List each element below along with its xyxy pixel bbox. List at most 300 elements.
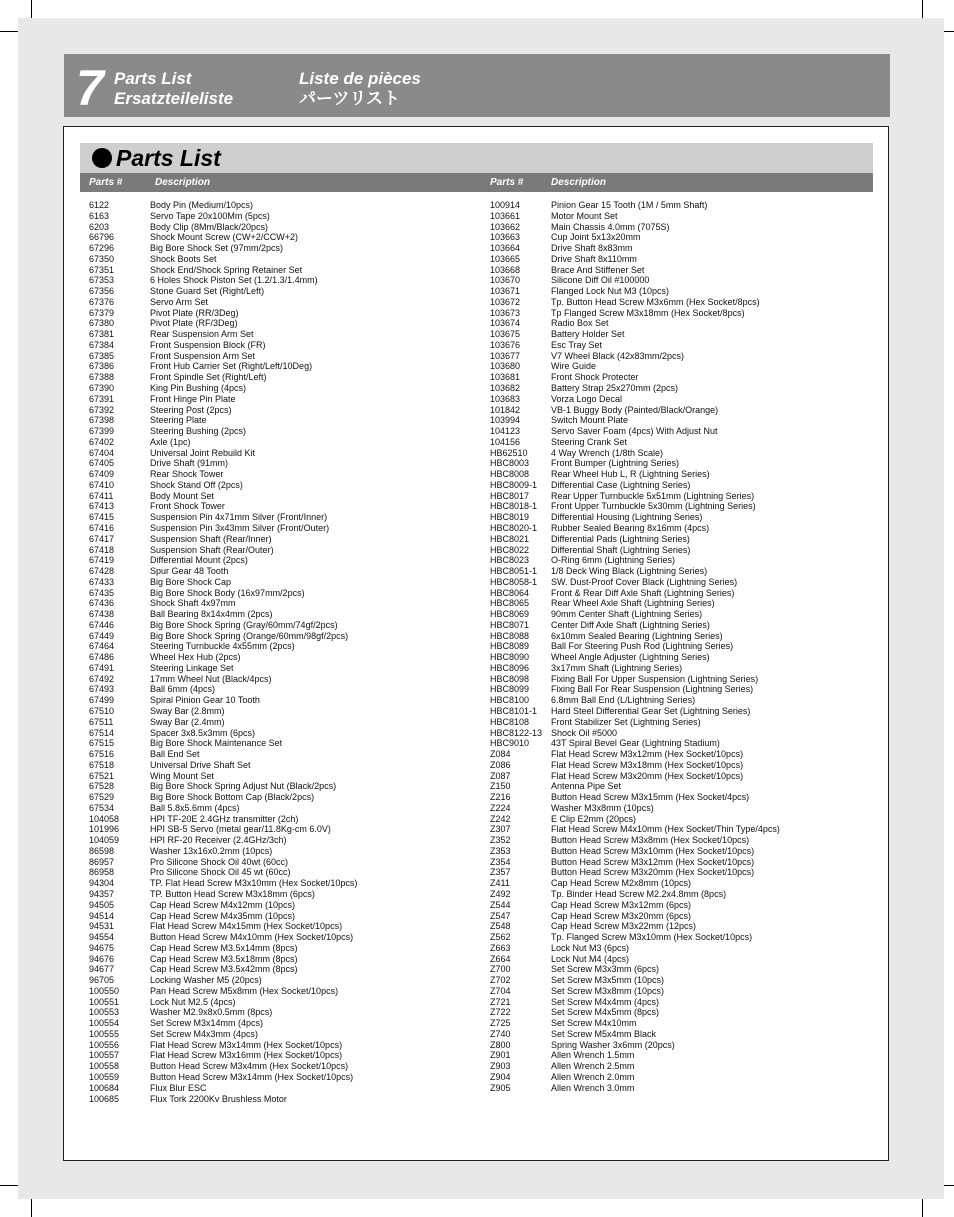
parts-row	[89, 738, 479, 749]
part-description: Steering Linkage Set	[150, 662, 234, 673]
crop-mark	[922, 0, 923, 18]
part-number: 103670	[490, 275, 521, 286]
part-description: Ball 6mm (4pcs)	[150, 684, 216, 695]
part-description: Drive Shaft (91mm)	[150, 458, 229, 469]
part-number: 67390	[89, 383, 115, 394]
part-number: 67419	[89, 555, 115, 566]
parts-row	[89, 232, 479, 243]
parts-row	[490, 997, 870, 1008]
part-description: Front Hinge Pin Plate	[150, 393, 236, 404]
crop-mark	[922, 1199, 923, 1217]
parts-row	[490, 728, 870, 739]
part-description: Lock Nut M2.5 (4pcs)	[150, 996, 236, 1007]
parts-row	[490, 318, 870, 329]
part-number: HBC8099	[490, 684, 530, 695]
part-description: Universal Joint Rebuild Kit	[150, 447, 256, 458]
part-description: Front Suspension Arm Set	[150, 350, 256, 361]
parts-row	[490, 781, 870, 792]
part-description: Cup Joint 5x13x20mm	[551, 232, 641, 243]
parts-row	[490, 1018, 870, 1029]
part-description: Differential Pads (Lightning Series)	[551, 533, 690, 544]
part-description: Wire Guide	[551, 361, 597, 372]
part-number: 103668	[490, 264, 521, 275]
parts-row	[89, 318, 479, 329]
part-description: Ball Bearing 8x14x4mm (2pcs)	[150, 609, 273, 620]
part-number: 103677	[490, 350, 521, 361]
part-number: Z411	[490, 878, 510, 889]
part-number: 67514	[89, 727, 115, 738]
part-number: 103673	[490, 307, 521, 318]
part-number: HBC8096	[490, 662, 530, 673]
part-description: Servo Saver Foam (4pcs) With Adjust Nut	[551, 426, 718, 437]
part-description: O-Ring 6mm (Lightning Series)	[551, 555, 676, 566]
part-description: Tp. Binder Head Screw M2.2x4.8mm (8pcs)	[551, 889, 727, 899]
parts-row	[490, 286, 870, 297]
part-description: Ball 5.8x5.6mm (4pcs)	[150, 802, 240, 813]
parts-row	[89, 254, 479, 265]
part-number: HBC8100	[490, 695, 530, 706]
parts-row	[89, 943, 479, 954]
part-number: Z905	[490, 1082, 511, 1093]
part-number: 103681	[490, 372, 521, 383]
parts-row	[490, 1072, 870, 1083]
part-number: 103682	[490, 383, 521, 394]
part-description: TP. Button Head Screw M3x18mm (6pcs)	[150, 889, 315, 899]
left-parts-list	[89, 200, 479, 1104]
part-number: 94531	[89, 921, 115, 932]
parts-row	[89, 900, 479, 911]
parts-row	[490, 954, 870, 965]
part-number: HBC8101-1	[490, 705, 538, 716]
part-number: Z663	[490, 942, 511, 953]
part-number: 67381	[89, 329, 115, 340]
parts-row	[89, 512, 479, 523]
part-number: 100554	[89, 1018, 120, 1029]
parts-row	[89, 814, 479, 825]
parts-row	[490, 792, 870, 803]
part-description: Hard Steel Differential Gear Set (Lightning Series)	[551, 705, 751, 716]
part-description: Button Head Screw M3x14mm (Hex Socket/10pcs)	[150, 1072, 354, 1083]
left-parts-header: Parts #	[89, 177, 123, 188]
part-description: Differential Case (Lightning Series)	[551, 479, 691, 490]
part-description: Set Screw M4x5mm (8pcs)	[551, 1007, 660, 1018]
part-description: Flat Head Screw M3x12mm (Hex Socket/10pcs)	[551, 749, 744, 760]
part-number: 67411	[89, 490, 114, 501]
parts-row	[490, 200, 870, 211]
part-description: Steering Post (2pcs)	[150, 404, 232, 415]
part-number: 67398	[89, 415, 115, 426]
part-description: Allen Wrench 1.5mm	[551, 1050, 635, 1061]
part-number: 67516	[89, 749, 115, 760]
part-description: Button Head Screw M3x12mm (Hex Socket/10pcs)	[551, 856, 755, 867]
part-description: Battery Strap 25x270mm (2pcs)	[551, 383, 679, 394]
part-number: Z353	[490, 845, 511, 856]
part-number: Z704	[490, 985, 511, 996]
part-number: Z352	[490, 835, 511, 846]
parts-row	[490, 458, 870, 469]
part-number: 103672	[490, 296, 521, 307]
part-number: Z904	[490, 1072, 511, 1083]
part-number: 67380	[89, 318, 115, 329]
part-number: 67405	[89, 458, 115, 469]
parts-row	[490, 889, 870, 900]
parts-row	[490, 394, 870, 405]
parts-row	[89, 706, 479, 717]
part-number: 67404	[89, 447, 115, 458]
header-title-jp: パーツリスト	[299, 89, 400, 108]
parts-row	[89, 501, 479, 512]
part-number: 101842	[490, 404, 521, 415]
part-description: Drive Shaft 8x83mm	[551, 243, 633, 254]
part-number: Z307	[490, 824, 511, 835]
parts-row	[490, 1050, 870, 1061]
part-number: 67518	[89, 759, 115, 770]
part-description: Suspension Pin 3x43mm Silver (Front/Outer)	[150, 522, 330, 533]
header-title-en: Parts List	[114, 69, 192, 88]
parts-row	[89, 717, 479, 728]
parts-row	[89, 911, 479, 922]
parts-row	[89, 824, 479, 835]
part-description: Cap Head Screw M2x8mm (10pcs)	[551, 878, 692, 889]
part-number: Z087	[490, 770, 511, 781]
part-number: 103994	[490, 415, 521, 426]
part-number: HBC8019	[490, 512, 530, 523]
part-description: Differential Mount (2pcs)	[150, 555, 248, 566]
part-description: Drive Shaft 8x110mm	[551, 253, 637, 264]
parts-row	[89, 1094, 479, 1105]
parts-row	[89, 286, 479, 297]
part-description: Big Bore Shock Body (16x97mm/2pcs)	[150, 587, 305, 598]
part-description: Shock Oil #5000	[551, 727, 618, 738]
part-description: Shock End/Shock Spring Retainer Set	[150, 264, 303, 275]
part-number: 100555	[89, 1028, 120, 1039]
part-number: 94357	[89, 889, 115, 899]
part-description: Set Screw M3x14mm (4pcs)	[150, 1018, 264, 1029]
part-description: Big Bore Shock Bottom Cap (Black/2pcs)	[150, 792, 315, 803]
parts-row	[490, 275, 870, 286]
parts-row	[89, 1040, 479, 1051]
part-number: 103664	[490, 243, 521, 254]
right-parts-header: Parts #	[490, 177, 524, 188]
parts-row	[89, 975, 479, 986]
part-number: 67515	[89, 738, 115, 749]
part-number: 94554	[89, 932, 115, 943]
parts-row	[490, 254, 870, 265]
part-description: 17mm Wheel Nut (Black/4pcs)	[150, 673, 272, 684]
part-description: 90mm Center Shaft (Lightning Series)	[551, 609, 703, 620]
part-description: SW. Dust-Proof Cover Black (Lightning Series)	[551, 576, 738, 587]
part-description: Esc Tray Set	[551, 339, 603, 350]
part-number: 67416	[89, 522, 115, 533]
part-number: HBC8065	[490, 598, 530, 609]
parts-row	[89, 555, 479, 566]
part-description: Flanged Lock Nut M3 (10pcs)	[551, 286, 670, 297]
part-number: 101996	[89, 824, 120, 835]
part-description: Pro Silicone Shock Oil 45 wt (60cc)	[150, 867, 291, 878]
part-number: Z702	[490, 975, 511, 986]
part-description: 4 Way Wrench (1/8th Scale)	[551, 447, 664, 458]
parts-row	[89, 437, 479, 448]
part-description: Big Bore Shock Set (97mm/2pcs)	[150, 243, 284, 254]
parts-row	[89, 857, 479, 868]
part-description: Flat Head Screw M4x10mm (Hex Socket/Thin Type/4pcs)	[551, 824, 780, 835]
right-description-header: Description	[551, 177, 607, 188]
part-number: Z547	[490, 910, 511, 921]
part-number: 100556	[89, 1039, 120, 1050]
part-number: HBC8018-1	[490, 501, 538, 512]
part-description: Flat Head Screw M3x16mm (Hex Socket/10pcs)	[150, 1050, 343, 1061]
part-description: Set Screw M3x8mm (10pcs)	[551, 985, 665, 996]
part-description: 6 Holes Shock Piston Set (1.2/1.3/1.4mm)	[150, 275, 318, 286]
parts-row	[490, 900, 870, 911]
parts-row	[89, 372, 479, 383]
part-description: 1/8 Deck Wing Black (Lightning Series)	[551, 566, 708, 577]
part-number: 6122	[89, 200, 110, 210]
parts-row	[89, 469, 479, 480]
parts-row	[490, 372, 870, 383]
part-number: 94675	[89, 942, 115, 953]
part-number: 67521	[89, 770, 115, 781]
part-description: Big Bore Shock Spring (Gray/60mm/74gf/2pcs)	[150, 619, 338, 630]
parts-row	[89, 964, 479, 975]
parts-row	[89, 1083, 479, 1094]
parts-row	[490, 706, 870, 717]
part-description: Wheel Angle Adjuster (Lightning Series)	[551, 652, 710, 663]
part-description: Allen Wrench 3.0mm	[551, 1082, 635, 1093]
parts-row	[490, 480, 870, 491]
part-description: Washer M2.9x8x0.5mm (8pcs)	[150, 1007, 273, 1018]
parts-row	[490, 652, 870, 663]
parts-row	[89, 534, 479, 545]
part-number: 100559	[89, 1072, 120, 1083]
part-number: HBC8022	[490, 544, 530, 555]
part-description: Cap Head Screw M3.5x42mm (8pcs)	[150, 964, 298, 975]
part-number: 100553	[89, 1007, 120, 1018]
parts-row	[490, 964, 870, 975]
part-description: Cap Head Screw M3x20mm (6pcs)	[551, 910, 692, 921]
parts-row	[89, 652, 479, 663]
part-number: 67409	[89, 469, 115, 480]
parts-row	[89, 695, 479, 706]
part-number: Z721	[490, 996, 511, 1007]
part-description: Cap Head Screw M3x12mm (6pcs)	[551, 899, 692, 910]
parts-row	[490, 577, 870, 588]
parts-row	[89, 415, 479, 426]
parts-row	[89, 954, 479, 965]
part-description: Servo Arm Set	[150, 296, 209, 307]
part-number: 103661	[490, 210, 521, 221]
part-description: Brace And Stiffener Set	[551, 264, 645, 275]
part-description: Silicone Diff Oil #100000	[551, 275, 650, 286]
part-number: Z548	[490, 921, 511, 932]
header-title-fr: Liste de pièces	[299, 69, 421, 88]
parts-row	[490, 695, 870, 706]
part-number: 104059	[89, 835, 120, 846]
parts-row	[89, 200, 479, 211]
part-description: 6x10mm Sealed Bearing (Lightning Series)	[551, 630, 723, 641]
parts-row	[490, 329, 870, 340]
parts-row	[490, 975, 870, 986]
parts-row	[89, 361, 479, 372]
parts-row	[89, 846, 479, 857]
right-parts-list	[490, 200, 870, 1094]
part-number: HBC8008	[490, 469, 530, 480]
part-number: Z725	[490, 1018, 511, 1029]
part-description: Set Screw M4x4mm (4pcs)	[551, 996, 660, 1007]
parts-row	[490, 674, 870, 685]
part-description: VB-1 Buggy Body (Painted/Black/Orange)	[551, 404, 719, 415]
part-number: 94676	[89, 953, 115, 964]
parts-row	[490, 545, 870, 556]
part-description: Button Head Screw M3x10mm (Hex Socket/10pcs)	[551, 845, 755, 856]
part-number: 67528	[89, 781, 115, 792]
part-description: V7 Wheel Black (42x83mm/2pcs)	[551, 350, 685, 361]
parts-row	[490, 609, 870, 620]
part-number: 67428	[89, 566, 115, 577]
part-number: Z700	[490, 964, 511, 975]
part-number: Z903	[490, 1061, 511, 1072]
parts-row	[490, 555, 870, 566]
part-description: Button Head Screw M4x10mm (Hex Socket/10pcs)	[150, 932, 354, 943]
part-number: 67356	[89, 286, 115, 297]
part-number: HBC8122-13	[490, 727, 543, 738]
part-number: 86957	[89, 856, 115, 867]
part-description: Spring Washer 3x6mm (20pcs)	[551, 1039, 675, 1050]
part-description: Flux Tork 2200Kv Brushless Motor	[150, 1093, 287, 1104]
parts-row	[490, 1007, 870, 1018]
part-number: 6163	[89, 210, 110, 221]
parts-row	[89, 211, 479, 222]
part-description: King Pin Bushing (4pcs)	[150, 383, 247, 394]
part-description: Rear Suspension Arm Set	[150, 329, 254, 340]
parts-row	[490, 771, 870, 782]
part-number: 103671	[490, 286, 521, 297]
parts-row	[89, 297, 479, 308]
part-description: Lock Nut M3 (6pcs)	[551, 942, 630, 953]
header-title-de: Ersatzteileliste	[114, 89, 234, 108]
part-number: Z216	[490, 792, 511, 803]
part-description: Pinion Gear 15 Tooth (1M / 5mm Shaft)	[551, 200, 708, 210]
part-description: Rear Wheel Axle Shaft (Lightning Series)	[551, 598, 715, 609]
part-description: Battery Holder Set	[551, 329, 625, 340]
part-description: Front Shock Protecter	[551, 372, 639, 383]
parts-row	[89, 835, 479, 846]
parts-row	[490, 415, 870, 426]
part-description: Front Stabilizer Set (Lightning Series)	[551, 716, 701, 727]
parts-row	[490, 1061, 870, 1072]
part-number: HBC8090	[490, 652, 530, 663]
part-description: Tp Flanged Screw M3x18mm (Hex Socket/8pcs)	[551, 307, 745, 318]
part-description: Set Screw M4x10mm	[551, 1018, 637, 1029]
part-number: 67534	[89, 802, 115, 813]
parts-row	[89, 458, 479, 469]
part-description: Front & Rear Diff Axle Shaft (Lightning Series)	[551, 587, 735, 598]
parts-row	[89, 448, 479, 459]
parts-row	[89, 405, 479, 416]
part-number: 67379	[89, 307, 115, 318]
part-number: HBC8088	[490, 630, 530, 641]
part-description: Pivot Plate (RF/3Deg)	[150, 318, 238, 329]
part-number: Z224	[490, 802, 511, 813]
part-number: 67415	[89, 512, 115, 523]
part-number: 67435	[89, 587, 115, 598]
part-description: Front Hub Carrier Set (Right/Left/10Deg)	[150, 361, 313, 372]
part-description: Differential Housing (Lightning Series)	[551, 512, 703, 523]
part-number: HBC8071	[490, 619, 530, 630]
parts-row	[490, 749, 870, 760]
part-number: HBC8098	[490, 673, 530, 684]
part-number: HBC8023	[490, 555, 530, 566]
part-number: Z722	[490, 1007, 511, 1018]
bullet-icon	[92, 148, 112, 168]
parts-row	[490, 867, 870, 878]
part-number: Z357	[490, 867, 511, 878]
crop-mark	[0, 31, 18, 32]
part-number: 67391	[89, 393, 115, 404]
part-description: Allen Wrench 2.0mm	[551, 1072, 635, 1083]
parts-row	[89, 491, 479, 502]
parts-row	[490, 523, 870, 534]
parts-row	[89, 588, 479, 599]
part-number: Z150	[490, 781, 511, 792]
parts-row	[89, 1007, 479, 1018]
parts-row	[89, 523, 479, 534]
part-number: 66796	[89, 232, 115, 243]
parts-row	[89, 878, 479, 889]
part-number: 86958	[89, 867, 115, 878]
part-number: HBC8003	[490, 458, 530, 469]
part-number: Z901	[490, 1050, 511, 1061]
part-description: 43T Spiral Bevel Gear (Lightning Stadium)	[551, 738, 720, 749]
parts-row	[89, 222, 479, 233]
part-description: Front Spindle Set (Right/Left)	[150, 372, 267, 383]
chapter-number: 7	[76, 60, 102, 116]
part-description: Flux Blur ESC	[150, 1082, 207, 1093]
part-description: Shock Shaft 4x97mm	[150, 598, 236, 609]
part-number: 100558	[89, 1061, 120, 1072]
parts-row	[490, 1040, 870, 1051]
parts-row	[89, 1072, 479, 1083]
part-number: Z242	[490, 813, 511, 824]
part-description: Universal Drive Shaft Set	[150, 759, 251, 770]
part-description: Big Bore Shock Cap	[150, 576, 232, 587]
part-number: 67433	[89, 576, 115, 587]
part-description: Big Bore Shock Maintenance Set	[150, 738, 283, 749]
crop-mark	[0, 1185, 18, 1186]
part-number: 103663	[490, 232, 521, 243]
part-description: Ball End Set	[150, 749, 200, 760]
part-description: Cap Head Screw M3.5x18mm (8pcs)	[150, 953, 298, 964]
part-number: HBC8064	[490, 587, 530, 598]
part-number: HBC8017	[490, 490, 530, 501]
part-description: Antenna Pipe Set	[551, 781, 622, 792]
part-description: Spiral Pinion Gear 10 Tooth	[150, 695, 260, 706]
parts-row	[89, 275, 479, 286]
part-number: HBC9010	[490, 738, 530, 749]
part-number: Z740	[490, 1028, 511, 1039]
parts-row	[490, 986, 870, 997]
part-description: Pivot Plate (RR/3Deg)	[150, 307, 239, 318]
part-number: 67493	[89, 684, 115, 695]
part-number: 67446	[89, 619, 115, 630]
parts-row	[89, 749, 479, 760]
parts-row	[490, 684, 870, 695]
part-number: 94304	[89, 878, 115, 889]
section-title: Parts List	[116, 145, 221, 171]
parts-row	[490, 620, 870, 631]
part-description: Rear Shock Tower	[150, 469, 224, 480]
parts-row	[89, 663, 479, 674]
